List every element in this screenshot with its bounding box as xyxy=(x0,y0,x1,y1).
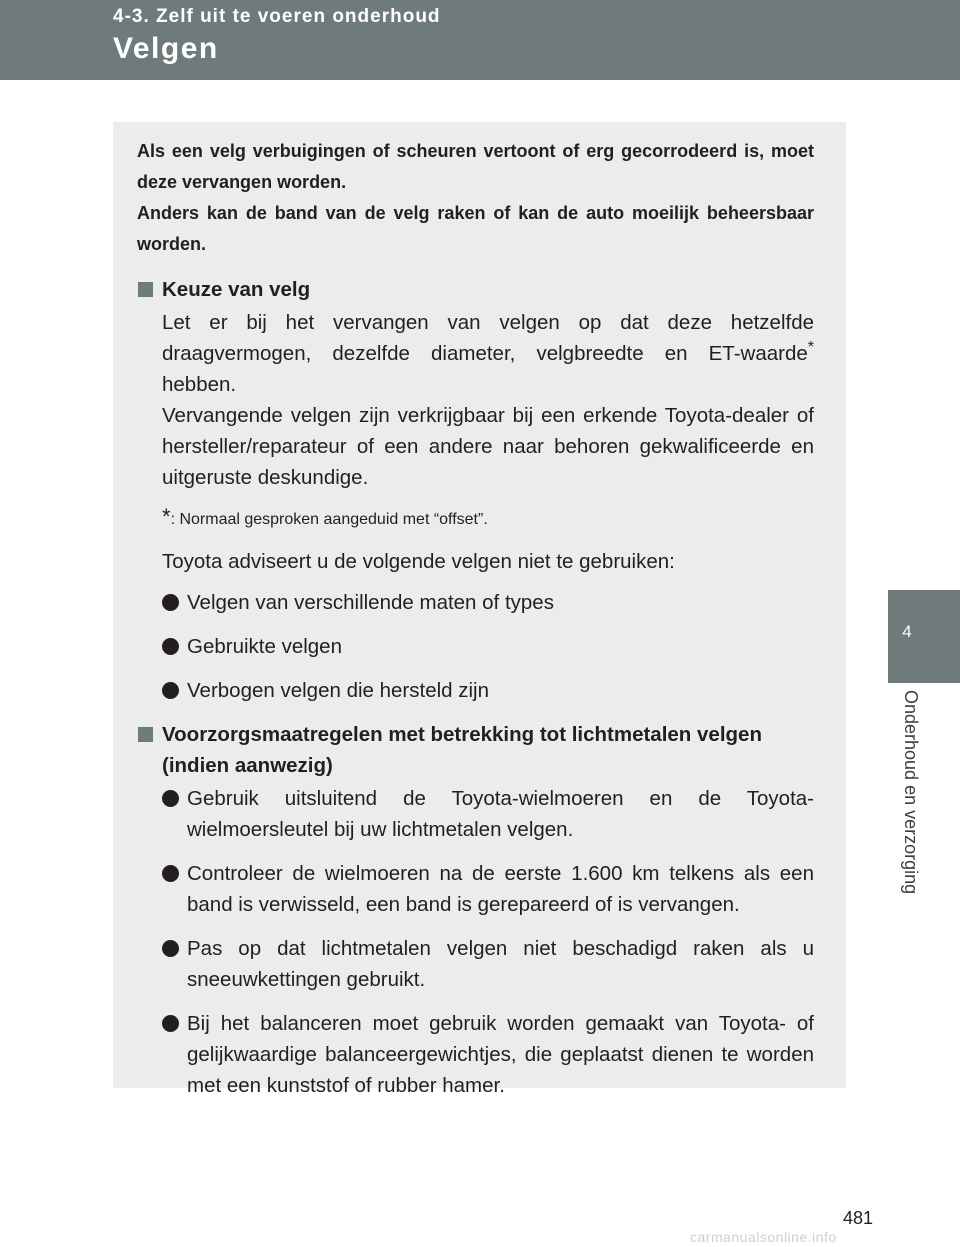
section-label: 4-3. Zelf uit te voeren onderhoud xyxy=(113,6,441,27)
list-item-text: Velgen van verschillende maten of types xyxy=(187,591,554,614)
footnote-text: : Normaal gesproken aangeduid met “offset”. xyxy=(170,511,488,528)
dot-bullet-icon xyxy=(162,790,179,807)
watermark: carmanualsonline.info xyxy=(690,1229,837,1245)
alloy-precautions-list xyxy=(137,783,814,1101)
section-heading-text: Keuze van velg xyxy=(162,278,311,301)
list-item xyxy=(137,675,814,706)
list-item-text: Verbogen velgen die hersteld zijn xyxy=(187,679,490,702)
footnote xyxy=(137,503,814,534)
list-item-text: Gebruik uitsluitend de Toyota-wielmoeren en de Toyota-wielmoersleutel bij uw lichtmetalen velgen. xyxy=(187,787,814,841)
list-item-text: Gebruikte velgen xyxy=(187,635,342,658)
list-item-text: Controleer de wielmoeren na de eerste 1.600 km telkens als een band is verwisseld, een band is gerepareerd of is vervangen. xyxy=(187,862,814,916)
intro-line-1: Als een velg verbuigingen of scheuren vertoont of erg gecorrodeerd is, moet deze vervangen worden. xyxy=(137,141,814,192)
square-bullet-icon xyxy=(138,727,153,742)
list-item-text: Bij het balanceren moet gebruik worden gemaakt van Toyota- of gelijkwaardige balanceergewichtjes, die geplaatst dienen te worden met een kunststof of rubber hamer. xyxy=(187,1012,814,1097)
chapter-title: Onderhoud en verzorging xyxy=(901,690,921,895)
dot-bullet-icon xyxy=(162,865,179,882)
chapter-tab xyxy=(888,590,960,683)
section-heading-alloy-precautions xyxy=(137,719,814,781)
dot-bullet-icon xyxy=(162,638,179,655)
chapter-number: 4 xyxy=(902,622,912,641)
page-title: Velgen xyxy=(113,32,219,65)
intro-text xyxy=(137,136,814,260)
page-number: 481 xyxy=(843,1208,874,1228)
list-item xyxy=(137,1008,814,1101)
section-heading-wheel-choice xyxy=(137,274,814,305)
wheel-choice-paragraph xyxy=(137,307,814,493)
avoid-wheels-list xyxy=(137,587,814,706)
list-item-text: Pas op dat lichtmetalen velgen niet beschadigd raken als u sneeuwkettingen gebruikt. xyxy=(187,937,814,991)
advice-paragraph: Toyota adviseert u de volgende velgen niet te gebruiken: xyxy=(162,550,675,573)
dealer-paragraph: Vervangende velgen zijn verkrijgbaar bij een erkende Toyota-dealer of hersteller/reparateur of een andere naar behoren gekwalificeerde en uitgeruste deskundige. xyxy=(162,404,814,489)
list-item xyxy=(137,858,814,920)
list-item xyxy=(137,587,814,618)
dot-bullet-icon xyxy=(162,1015,179,1032)
footnote-star: * xyxy=(162,504,171,529)
paragraph-text: Let er bij het vervangen van velgen op dat deze hetzelfde draagvermogen, dezelfde diameter, velgbreedte en ET-waarde xyxy=(162,311,814,365)
paragraph-text-end: hebben. xyxy=(162,373,237,396)
page-header xyxy=(0,0,960,80)
dot-bullet-icon xyxy=(162,940,179,957)
dot-bullet-icon xyxy=(162,682,179,699)
list-item xyxy=(137,783,814,845)
list-item xyxy=(137,631,814,662)
intro-line-2: Anders kan de band van de velg raken of kan de auto moeilijk beheersbaar worden. xyxy=(137,203,814,254)
footnote-marker: * xyxy=(807,339,814,357)
dot-bullet-icon xyxy=(162,594,179,611)
section-heading-text: Voorzorgsmaatregelen met betrekking tot lichtmetalen velgen (indien aanwezig) xyxy=(162,723,762,777)
content-box xyxy=(113,122,846,1097)
square-bullet-icon xyxy=(138,282,153,297)
list-item xyxy=(137,933,814,995)
